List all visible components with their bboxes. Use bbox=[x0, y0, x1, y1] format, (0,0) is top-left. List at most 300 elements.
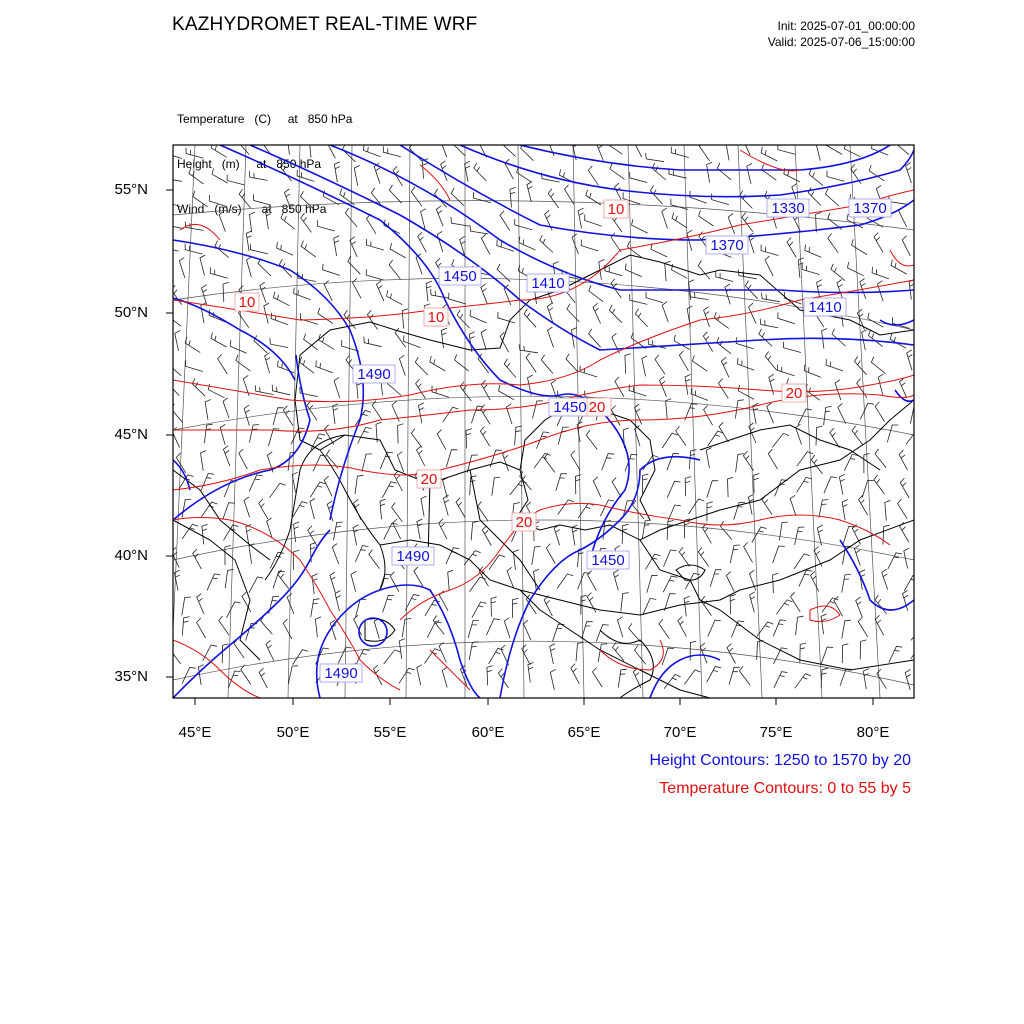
wind-barb bbox=[618, 617, 623, 637]
lon-label: 70°E bbox=[663, 724, 697, 741]
wind-barb bbox=[759, 329, 772, 347]
wind-barb bbox=[740, 191, 753, 209]
wind-barb bbox=[414, 567, 423, 587]
wind-barb bbox=[778, 312, 795, 324]
wind-barb bbox=[773, 573, 779, 593]
wind-barb bbox=[241, 665, 251, 685]
wind-barb bbox=[384, 650, 401, 664]
wind-barb bbox=[471, 521, 479, 540]
wind-barb bbox=[550, 669, 555, 689]
wind-barb bbox=[752, 527, 767, 543]
wind-barb bbox=[748, 494, 753, 514]
wind-barb bbox=[799, 570, 812, 586]
wind-barb bbox=[219, 211, 225, 231]
svg-text:10: 10 bbox=[238, 294, 256, 311]
wind-barb bbox=[707, 667, 721, 683]
wind-barb bbox=[439, 642, 446, 662]
wind-barb bbox=[762, 164, 777, 180]
wind-barb bbox=[510, 481, 527, 495]
wind-barb bbox=[481, 329, 486, 350]
wind-barb bbox=[250, 212, 256, 232]
svg-text:1330: 1330 bbox=[771, 200, 805, 217]
wind-barb bbox=[513, 550, 519, 570]
temperature-label bbox=[587, 398, 611, 416]
wind-barb bbox=[889, 646, 903, 662]
wind-barb bbox=[824, 477, 837, 494]
wind-barb bbox=[802, 264, 819, 275]
wind-barb bbox=[902, 236, 910, 256]
wind-barb bbox=[602, 454, 615, 471]
wind-barb bbox=[316, 361, 333, 373]
wind-barb bbox=[634, 137, 642, 157]
wind-barb bbox=[635, 309, 647, 327]
wind-barb bbox=[625, 354, 631, 374]
wind-barb bbox=[443, 495, 449, 515]
wind-barb bbox=[635, 645, 646, 664]
wind-barb bbox=[497, 240, 514, 252]
wind-barb bbox=[260, 282, 266, 302]
wind-barb bbox=[736, 337, 753, 348]
wind-barb bbox=[398, 424, 404, 444]
wind-barb bbox=[532, 546, 541, 564]
wind-barb bbox=[442, 667, 447, 687]
wind-barb bbox=[651, 243, 667, 257]
wind-barb bbox=[220, 424, 225, 444]
wind-barb bbox=[821, 614, 827, 634]
wind-barb bbox=[689, 499, 705, 514]
init-time: Init: 2025-07-01_00:00:00 bbox=[777, 19, 915, 33]
wind-barb bbox=[659, 619, 669, 638]
wind-barb bbox=[816, 426, 823, 445]
wind-barb bbox=[831, 264, 845, 281]
wind-barb bbox=[895, 138, 909, 155]
height-label bbox=[527, 274, 569, 292]
wind-barb bbox=[533, 401, 543, 419]
wind-barb bbox=[384, 219, 400, 233]
wind-barb bbox=[324, 476, 332, 496]
wind-barb bbox=[684, 596, 690, 616]
wind-barb bbox=[838, 403, 846, 423]
wind-barb bbox=[904, 575, 919, 591]
wind-barb bbox=[315, 617, 321, 637]
wind-barb bbox=[249, 425, 259, 443]
wind-barb bbox=[418, 232, 427, 252]
wind-barb bbox=[244, 405, 250, 426]
wind-barb bbox=[294, 288, 311, 300]
wind-barb bbox=[503, 451, 509, 471]
wind-barb bbox=[440, 137, 446, 157]
wind-barb bbox=[433, 616, 444, 635]
svg-text:1490: 1490 bbox=[396, 548, 430, 565]
wind-barb bbox=[374, 618, 379, 638]
wind-barb bbox=[825, 189, 839, 206]
wind-barb bbox=[451, 217, 469, 226]
wind-barb bbox=[550, 644, 555, 664]
wind-barb bbox=[402, 309, 408, 329]
wind-barb bbox=[492, 477, 500, 496]
wind-barb bbox=[319, 334, 334, 349]
temperature-label bbox=[235, 293, 259, 311]
wind-barb bbox=[358, 427, 372, 443]
wind-barb bbox=[883, 525, 890, 544]
wind-barb bbox=[230, 340, 247, 353]
wind-barb bbox=[185, 337, 200, 352]
wind-barb bbox=[553, 624, 565, 641]
wind-barb bbox=[828, 233, 838, 252]
wind-barb bbox=[364, 337, 382, 347]
wind-barb bbox=[546, 544, 555, 564]
wind-barb bbox=[254, 194, 271, 205]
wind-barb bbox=[366, 269, 383, 280]
wind-barb bbox=[266, 640, 274, 660]
wind-barb bbox=[784, 342, 801, 353]
wind-barb bbox=[672, 212, 687, 228]
wind-barb bbox=[848, 262, 864, 276]
lon-label: 50°E bbox=[276, 724, 310, 741]
wind-barb bbox=[318, 308, 333, 324]
wind-barb bbox=[417, 665, 422, 685]
wind-barb bbox=[387, 290, 403, 304]
wind-barb bbox=[898, 499, 908, 519]
wind-barb bbox=[507, 567, 514, 587]
wind-barb bbox=[301, 191, 314, 209]
wind-barb bbox=[871, 357, 885, 374]
wind-barb bbox=[224, 525, 239, 540]
wind-barb bbox=[437, 430, 446, 450]
wind-barb bbox=[859, 495, 868, 515]
wind-barb bbox=[201, 303, 206, 323]
height-label bbox=[804, 298, 846, 316]
wind-barb bbox=[597, 141, 604, 161]
wind-barb bbox=[826, 359, 843, 371]
wind-barb bbox=[524, 309, 536, 328]
wind-barb bbox=[287, 134, 293, 154]
wind-barb bbox=[209, 195, 226, 207]
wind-barb bbox=[796, 424, 802, 444]
wind-barb bbox=[367, 239, 384, 250]
wind-barb bbox=[662, 208, 668, 229]
wind-barb bbox=[293, 550, 299, 570]
wind-barb bbox=[725, 284, 731, 304]
wind-barb bbox=[882, 569, 888, 589]
wind-barb bbox=[797, 477, 812, 492]
svg-text:1490: 1490 bbox=[357, 366, 391, 383]
wind-barb bbox=[907, 350, 913, 370]
wind-barb bbox=[380, 499, 386, 519]
wind-barb bbox=[397, 452, 403, 472]
wind-barb bbox=[334, 236, 340, 256]
wind-barb bbox=[593, 668, 603, 688]
wind-barb bbox=[487, 619, 500, 635]
wind-barb bbox=[415, 357, 428, 375]
svg-text:1450: 1450 bbox=[553, 399, 587, 416]
graticule bbox=[170, 145, 914, 698]
wind-barb bbox=[249, 577, 263, 593]
wind-barb bbox=[721, 357, 729, 377]
wind-barb bbox=[313, 455, 327, 471]
height-label bbox=[392, 547, 434, 565]
temperature-label bbox=[782, 384, 806, 402]
wind-barb bbox=[246, 231, 251, 251]
wind-barb bbox=[858, 617, 867, 637]
wind-barb bbox=[244, 497, 250, 517]
wind-barb bbox=[472, 602, 487, 618]
wind-barb bbox=[580, 366, 597, 377]
wind-barb bbox=[421, 496, 426, 516]
wind-barb bbox=[872, 267, 889, 279]
wind-barb bbox=[273, 408, 284, 425]
lat-label: 45°N bbox=[114, 426, 148, 443]
wind-barb bbox=[704, 307, 710, 327]
wind-barb bbox=[189, 168, 204, 184]
wind-barb bbox=[773, 546, 785, 563]
wind-barb bbox=[761, 147, 777, 161]
wind-barb bbox=[468, 621, 479, 638]
wind-barb bbox=[175, 331, 180, 351]
wind-barb bbox=[712, 194, 729, 205]
wind-barb bbox=[738, 385, 754, 400]
svg-text:20: 20 bbox=[588, 399, 606, 416]
wind-barb bbox=[446, 548, 459, 564]
wind-barb bbox=[223, 282, 229, 302]
lon-label: 75°E bbox=[759, 724, 793, 741]
wind-barb bbox=[795, 527, 805, 545]
wind-barb bbox=[875, 595, 887, 614]
wind-barb bbox=[261, 616, 273, 635]
wind-barb bbox=[369, 550, 380, 569]
wind-barb bbox=[283, 619, 292, 639]
wind-barb bbox=[749, 303, 757, 323]
wind-barb bbox=[742, 213, 753, 232]
wind-barb bbox=[588, 166, 598, 186]
wind-barb bbox=[416, 379, 426, 399]
wind-barb bbox=[309, 138, 315, 158]
wind-barb bbox=[905, 670, 911, 691]
wind-barb bbox=[348, 256, 361, 274]
wind-barb bbox=[323, 264, 340, 276]
wind-barb bbox=[491, 597, 497, 617]
wind-barb bbox=[811, 571, 819, 591]
wind-barb bbox=[524, 620, 532, 640]
wind-barb bbox=[515, 219, 532, 230]
wind-barb bbox=[692, 355, 707, 371]
wind-barb bbox=[293, 502, 308, 517]
wind-barb bbox=[455, 354, 469, 371]
wind-barb bbox=[201, 451, 206, 471]
svg-text:1370: 1370 bbox=[710, 237, 744, 254]
wind-barb bbox=[451, 188, 464, 206]
wind-barb bbox=[281, 213, 295, 230]
height-label bbox=[706, 236, 748, 254]
wind-barb bbox=[417, 446, 425, 466]
wind-barb bbox=[278, 570, 289, 589]
lat-label: 55°N bbox=[114, 181, 148, 198]
wind-barb bbox=[310, 499, 315, 519]
wind-barb bbox=[816, 140, 821, 160]
wind-barb bbox=[809, 169, 823, 186]
svg-text:1450: 1450 bbox=[591, 552, 625, 569]
wind-barb bbox=[699, 210, 714, 226]
wind-barb bbox=[334, 522, 343, 540]
wind-barb bbox=[301, 241, 316, 257]
wind-barb bbox=[618, 669, 627, 688]
wind-barb bbox=[223, 398, 229, 418]
wind-barb bbox=[608, 138, 623, 154]
wind-barb bbox=[504, 359, 516, 378]
wind-barb bbox=[280, 162, 291, 181]
wind-barb bbox=[487, 666, 493, 686]
wind-barb bbox=[271, 313, 288, 325]
wind-barb bbox=[168, 359, 182, 376]
wind-barb bbox=[837, 280, 843, 300]
wind-barb bbox=[576, 642, 584, 661]
wind-barb bbox=[469, 642, 478, 660]
wind-barb bbox=[551, 380, 557, 400]
wind-barb bbox=[719, 379, 729, 399]
wind-barb bbox=[566, 354, 578, 372]
temperature-label bbox=[604, 200, 628, 218]
temperature-label bbox=[417, 470, 441, 488]
wind-barb bbox=[796, 616, 804, 635]
wind-barb bbox=[249, 171, 267, 180]
height-label bbox=[767, 199, 809, 217]
valid-time: Valid: 2025-07-06_15:00:00 bbox=[767, 35, 915, 49]
wind-barb bbox=[612, 333, 620, 353]
wind-barb bbox=[474, 163, 487, 181]
wind-barb bbox=[678, 617, 687, 637]
wind-barb bbox=[355, 475, 363, 494]
wind-barb bbox=[182, 617, 189, 636]
wind-barb bbox=[259, 668, 267, 688]
wind-barb bbox=[367, 310, 377, 329]
wind-barb bbox=[294, 522, 300, 542]
wind-barb bbox=[613, 642, 625, 661]
svg-text:20: 20 bbox=[420, 471, 438, 488]
wind-barb bbox=[642, 356, 647, 376]
wind-barb bbox=[272, 385, 290, 395]
wind-barb bbox=[787, 238, 796, 258]
lat-label: 35°N bbox=[114, 668, 148, 685]
wind-barb bbox=[804, 365, 821, 378]
wind-barb bbox=[161, 240, 178, 251]
wind-barb bbox=[593, 477, 601, 497]
wind-barb bbox=[504, 618, 510, 639]
wind-barb bbox=[690, 641, 696, 661]
wind-barb bbox=[621, 593, 629, 612]
wind-barb bbox=[612, 478, 621, 498]
wind-barb bbox=[900, 478, 909, 498]
wind-barb bbox=[411, 429, 422, 448]
wind-barb bbox=[334, 377, 340, 397]
wind-barb bbox=[707, 162, 713, 182]
height-label bbox=[353, 365, 395, 383]
wind-barb bbox=[270, 483, 286, 498]
wind-barb bbox=[900, 378, 907, 398]
wind-barb bbox=[399, 355, 405, 375]
height-contour-legend: Height Contours: 1250 to 1570 by 20 bbox=[649, 752, 911, 769]
wind-barb bbox=[310, 482, 325, 497]
wind-barb bbox=[197, 618, 206, 638]
wind-barb bbox=[167, 310, 181, 327]
wind-barb bbox=[578, 573, 591, 590]
wind-barb bbox=[480, 427, 489, 447]
wind-barb bbox=[632, 219, 648, 233]
wind-barb bbox=[277, 242, 294, 255]
wind-barb bbox=[609, 305, 622, 323]
wind-barb bbox=[698, 547, 709, 566]
wind-barb bbox=[389, 260, 400, 279]
wind-barb bbox=[852, 426, 863, 445]
wind-barb bbox=[690, 291, 709, 300]
wind-barb bbox=[581, 240, 598, 251]
wind-barb bbox=[863, 669, 869, 689]
wind-barb bbox=[364, 144, 381, 156]
wind-barb bbox=[207, 574, 220, 590]
wind-barb bbox=[264, 303, 269, 323]
wind-barb bbox=[439, 519, 447, 539]
wind-barb bbox=[761, 245, 778, 256]
wind-barb bbox=[685, 374, 691, 394]
wind-barb bbox=[212, 168, 228, 183]
wind-barb bbox=[383, 595, 395, 612]
wind-barb bbox=[805, 245, 822, 258]
wind-barb bbox=[685, 573, 699, 589]
wind-barb bbox=[443, 477, 448, 498]
wind-barb bbox=[832, 329, 846, 346]
wind-barb bbox=[351, 571, 356, 591]
wind-barb bbox=[268, 429, 279, 446]
wind-barb bbox=[465, 161, 470, 181]
wind-barb bbox=[534, 453, 550, 467]
wind-barb bbox=[744, 542, 753, 562]
wind-barb bbox=[827, 171, 844, 182]
wind-barb bbox=[702, 523, 711, 543]
wind-barb bbox=[466, 429, 472, 449]
wind-barb bbox=[875, 402, 884, 422]
svg-text:10: 10 bbox=[427, 309, 445, 326]
wind-barb bbox=[878, 374, 883, 394]
temperature-label bbox=[512, 513, 536, 531]
wind-barb bbox=[790, 495, 796, 515]
wind-barb bbox=[862, 481, 874, 498]
wind-barb bbox=[776, 600, 792, 615]
wind-barb bbox=[204, 424, 212, 443]
country-borders bbox=[173, 255, 914, 698]
wind-barb bbox=[856, 597, 863, 617]
wind-barb bbox=[821, 668, 828, 687]
wind-barb bbox=[717, 163, 731, 180]
wind-barb bbox=[265, 353, 271, 374]
wind-barb bbox=[482, 526, 491, 546]
wind-barb bbox=[779, 522, 788, 541]
wind-barb bbox=[541, 355, 553, 374]
wind-barb bbox=[427, 622, 441, 638]
wind-barb bbox=[729, 667, 740, 684]
wind-barb bbox=[726, 140, 731, 160]
temperature-label bbox=[424, 308, 448, 326]
wind-barb bbox=[327, 138, 336, 158]
wind-barb bbox=[259, 499, 268, 519]
wind-barb bbox=[362, 454, 372, 472]
wind-barb bbox=[512, 598, 518, 618]
wind-barb bbox=[274, 292, 290, 306]
svg-text:20: 20 bbox=[785, 385, 803, 402]
wind-barb bbox=[266, 209, 272, 229]
wind-barb bbox=[860, 640, 866, 660]
wind-barb bbox=[826, 140, 842, 155]
wind-barb bbox=[824, 406, 832, 425]
wind-barb bbox=[698, 261, 710, 280]
